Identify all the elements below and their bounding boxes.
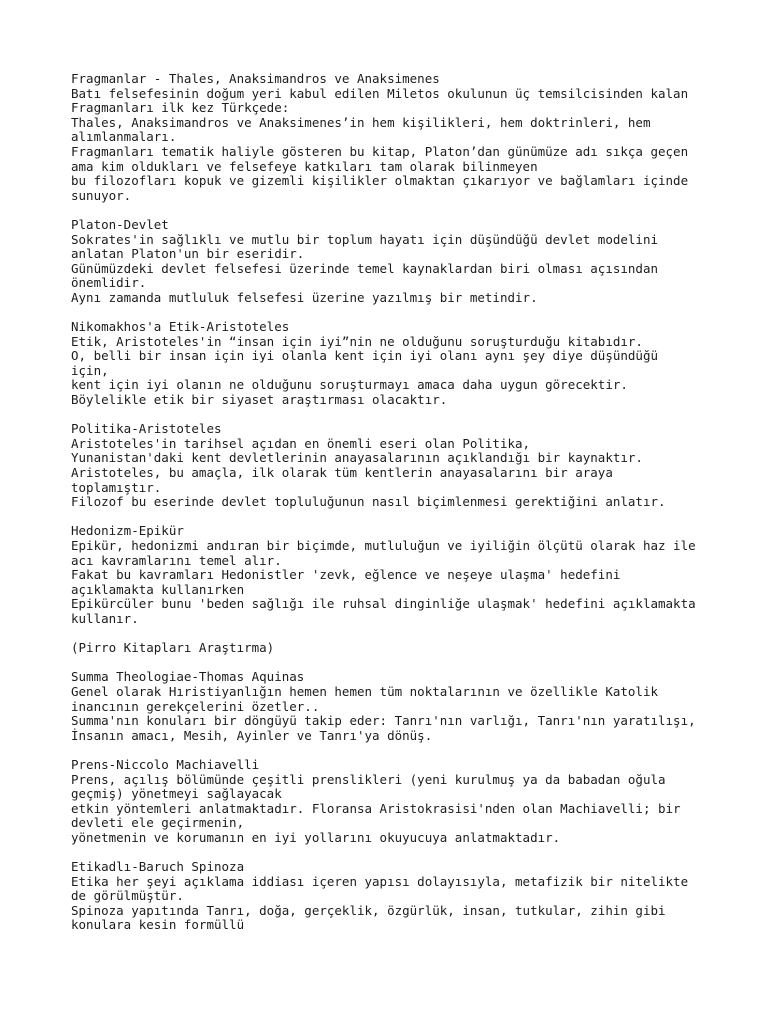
section-heading-line: Hedonizm-Epikür: [71, 523, 184, 539]
text-line: önemlidir.: [71, 275, 147, 291]
section-heading-line: Platon-Devlet: [71, 216, 169, 232]
text-line: inancının gerekçelerini özetler..: [71, 698, 320, 714]
text-line: Genel olarak Hıristiyanlığın hemen hemen tüm noktalarının ve özellikle Katolik: [71, 683, 658, 699]
text-line: Prens, açılış bölümünde çeşitli prenslikleri (yeni kurulmuş ya da babadan oğula: [71, 771, 666, 787]
text-line: sunuyor.: [71, 187, 132, 203]
text-line: Aynı zamanda mutluluk felsefesi üzerine yazılmış bir metindir.: [71, 289, 538, 305]
text-line: Günümüzdeki devlet felsefesi üzerinde temel kaynaklardan biri olması açısından: [71, 260, 658, 276]
text-section: [71, 524, 731, 626]
text-line: konulara kesin formüllü: [71, 917, 245, 933]
document-body: [71, 72, 731, 948]
text-section: [71, 670, 731, 743]
text-line: devleti ele geçirmenin,: [71, 815, 245, 831]
text-line: geçmiş) yönetmeyi sağlayacak: [71, 786, 282, 802]
text-section: [71, 218, 731, 306]
text-line: de görülmüştür.: [71, 888, 184, 904]
section-heading-line: Etikadlı-Baruch Spinoza: [71, 859, 245, 875]
text-line: Filozof bu eserinde devlet topluluğunun nasıl biçimlenmesi gerektiğini anlatır.: [71, 494, 666, 510]
text-line: Epikür, hedonizmi andıran bir biçimde, mutluluğun ve iyiliğin ölçütü olarak haz ile: [71, 538, 696, 553]
text-line: kullanır.: [71, 610, 139, 626]
section-heading-line: Nikomakhos'a Etik-Aristoteles: [71, 319, 290, 335]
section-heading-line: Fragmanlar - Thales, Anaksimandros ve Anaksimenes: [71, 71, 440, 86]
text-section: [71, 641, 731, 656]
text-line: Böylelikle etik bir siyaset araştırması olacaktır.: [71, 392, 448, 408]
section-heading-line: Politika-Aristoteles: [71, 421, 222, 437]
section-heading-line: Summa Theologiae-Thomas Aquinas: [71, 669, 305, 685]
section-heading-line: (Pirro Kitapları Araştırma): [71, 640, 275, 656]
text-line: Sokrates'in sağlıklı ve mutlu bir toplum hayatı için düşündüğü devlet modelini: [71, 231, 658, 247]
text-line: İnsanın amacı, Mesih, Ayinler ve Tanrı'ya dönüş.: [71, 727, 433, 743]
text-line: Aristoteles, bu amaçla, ilk olarak tüm kentlerin anayasalarını bir araya: [71, 465, 613, 481]
text-section: [71, 758, 731, 846]
text-line: O, belli bir insan için iyi olanla kent için iyi olanı aynı şey diye düşündüğü: [71, 348, 658, 364]
text-line: kent için iyi olanın ne olduğunu soruşturmayı amaca daha uygun görecektir.: [71, 377, 628, 393]
text-line: toplamıştır.: [71, 479, 162, 495]
text-line: Thales, Anaksimandros ve Anaksimenes’in hem kişilikleri, hem doktrinleri, hem: [71, 114, 651, 130]
text-line: Epikürcüler bunu 'beden sağlığı ile ruhsal dinginliğe ulaşmak' hedefini açıklamakta: [71, 596, 696, 612]
text-line: etkin yöntemleri anlatmaktadır. Floransa Aristokrasisi'nden olan Machiavelli; bir: [71, 800, 681, 816]
text-line: Summa'nın konuları bir döngüyü takip eder: Tanrı'nın varlığı, Tanrı'nın yaratılışı,: [71, 713, 696, 729]
text-section: [71, 72, 731, 203]
text-line: ama kim oldukları ve felsefeye katkıları tam olarak bilinmeyen: [71, 158, 538, 174]
text-line: Spinoza yapıtında Tanrı, doğa, gerçeklik, özgürlük, insan, tutkular, zihin gibi: [71, 902, 666, 918]
text-line: için,: [71, 362, 109, 378]
text-line: Batı felsefesinin doğum yeri kabul edilen Miletos okulunun üç temsilcisinden kalan: [71, 85, 689, 101]
text-line: yönetmenin ve korumanın en iyi yollarını okuyucuya anlatmaktadır.: [71, 829, 561, 845]
section-heading-line: Prens-Niccolo Machiavelli: [71, 756, 260, 772]
text-line: Yunanistan'daki kent devletlerinin anayasalarının açıklandığı bir kaynaktır.: [71, 450, 643, 466]
text-line: alımlanmaları.: [71, 129, 177, 145]
text-line: Etika her şeyi açıklama iddiası içeren yapısı dolayısıyla, metafizik bir nitelikte: [71, 873, 689, 889]
text-line: Fragmanları ilk kez Türkçede:: [71, 100, 290, 116]
text-line: acı kavramlarını temel alır.: [71, 552, 282, 568]
text-line: Fakat bu kavramları Hedonistler 'zevk, eğlence ve neşeye ulaşma' hedefini: [71, 567, 621, 583]
text-line: Etik, Aristoteles'in “insan için iyi”nin ne olduğunu soruşturduğu kitabıdır.: [71, 333, 643, 349]
text-line: bu filozofları kopuk ve gizemli kişilikler olmaktan çıkarıyor ve bağlamları içinde: [71, 173, 689, 189]
text-line: Aristoteles'in tarihsel açıdan en önemli eseri olan Politika,: [71, 435, 531, 451]
text-line: Fragmanları tematik haliyle gösteren bu kitap, Platon’dan günümüze adı sıkça geçen: [71, 143, 689, 159]
text-line: anlatan Platon'un bir eseridir.: [71, 246, 305, 262]
text-section: [71, 422, 731, 510]
text-section: [71, 860, 731, 933]
text-section: [71, 320, 731, 408]
text-line: açıklamakta kullanırken: [71, 581, 245, 597]
